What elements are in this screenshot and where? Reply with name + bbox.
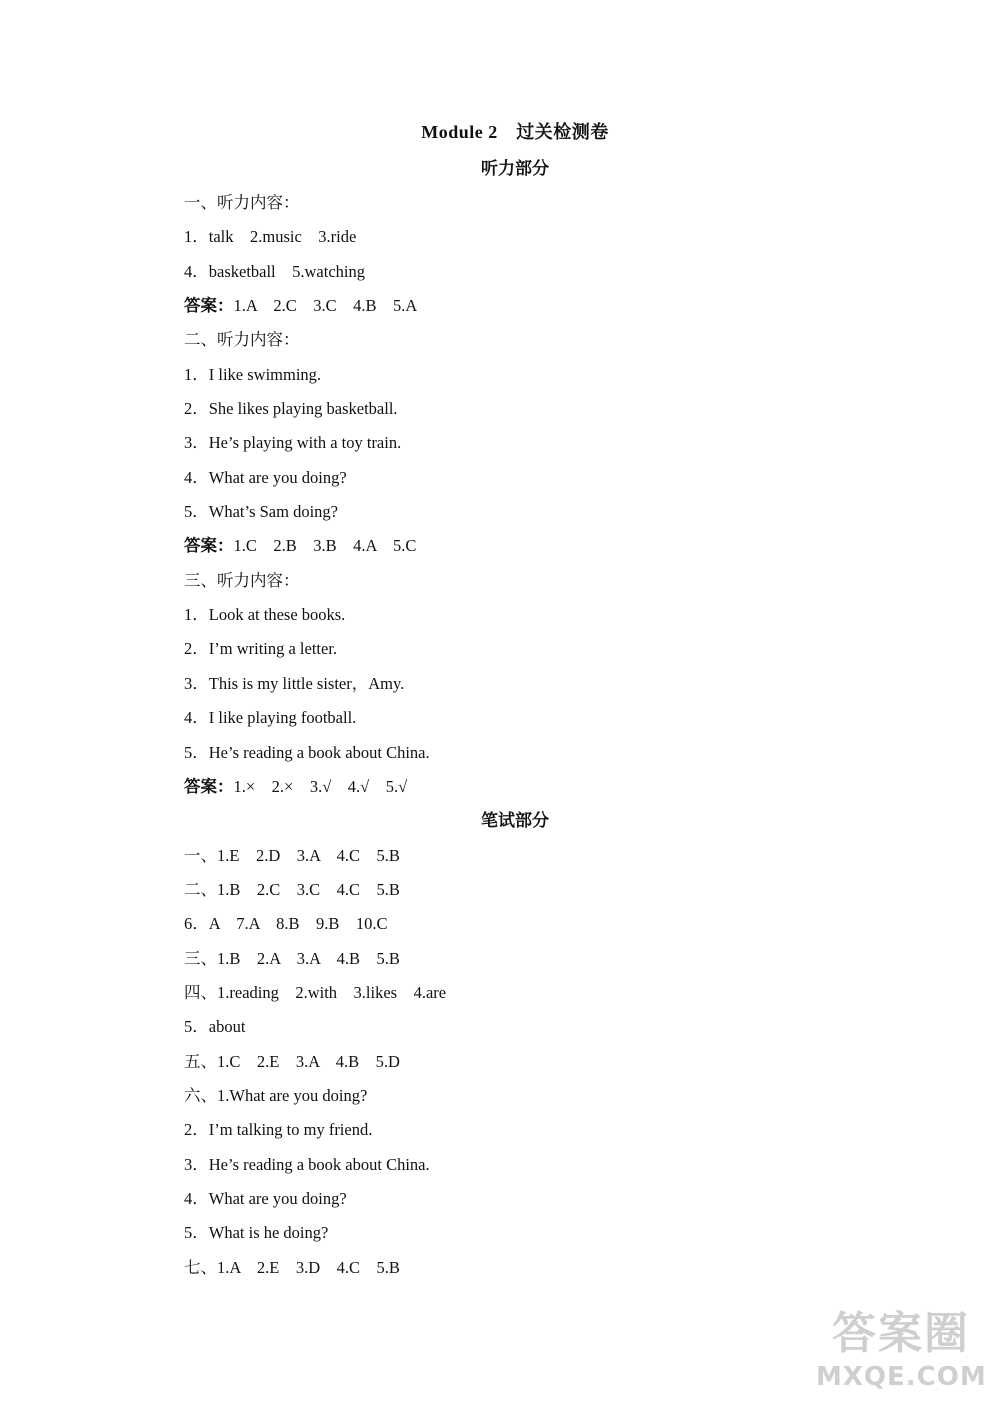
writing-text: 七、1.A 2.E 3.D 4.C 5.B	[184, 1257, 400, 1277]
listening-line	[184, 770, 884, 804]
writing-line	[184, 839, 884, 873]
listening-text: 1．talk 2.music 3.ride	[184, 227, 357, 247]
writing-text: 四、1.reading 2.with 3.likes 4.are	[184, 982, 447, 1002]
listening-line	[184, 495, 884, 529]
listening-section	[184, 186, 884, 804]
watermark-bottom-text: MXQE.COM	[816, 1362, 987, 1392]
writing-line	[184, 1251, 884, 1285]
listening-text: 5．What’s Sam doing?	[184, 502, 338, 522]
listening-text: 1.× 2.× 3.√ 4.√ 5.√	[233, 776, 408, 796]
listening-text: 5．He’s reading a book about China.	[184, 742, 430, 762]
writing-line	[184, 1079, 884, 1113]
listening-line	[184, 701, 884, 735]
writing-text: 三、1.B 2.A 3.A 4.B 5.B	[184, 948, 400, 968]
answer-label: 答案：	[184, 296, 234, 316]
writing-text: 六、1.What are you doing?	[184, 1085, 368, 1105]
answer-lines	[184, 186, 884, 1285]
writing-text: 二、1.B 2.C 3.C 4.C 5.B	[184, 879, 400, 899]
writing-line	[184, 1216, 884, 1250]
writing-line	[184, 1045, 884, 1079]
writing-heading: 笔试部分	[481, 811, 549, 831]
writing-text: 五、1.C 2.E 3.A 4.B 5.D	[184, 1051, 400, 1071]
writing-text: 5．What is he doing?	[184, 1223, 329, 1243]
listening-line	[184, 564, 884, 598]
listening-line	[184, 392, 884, 426]
listening-text: 3．This is my little sister，Amy.	[184, 673, 405, 693]
listening-text: 1．Look at these books.	[184, 605, 346, 625]
listening-text: 3．He’s playing with a toy train.	[184, 433, 402, 453]
answer-label: 答案：	[184, 776, 234, 796]
writing-text: 2．I’m talking to my friend.	[184, 1120, 373, 1140]
writing-line	[184, 976, 884, 1010]
listening-text: 4．I like playing football.	[184, 708, 357, 728]
writing-text: 3．He’s reading a book about China.	[184, 1154, 430, 1174]
listening-line	[184, 667, 884, 701]
listening-text: 2．She likes playing basketball.	[184, 399, 398, 419]
listening-line	[184, 323, 884, 357]
listening-text: 三、听力内容：	[184, 570, 300, 590]
writing-line	[184, 942, 884, 976]
listening-line	[184, 358, 884, 392]
listening-line	[184, 529, 884, 563]
writing-text: 4．What are you doing?	[184, 1188, 347, 1208]
watermark-top-text: 答案圈	[832, 1308, 970, 1359]
listening-text: 1.A 2.C 3.C 4.B 5.A	[233, 296, 418, 316]
page-title: Module 2 过关检测卷	[421, 122, 609, 142]
writing-line	[184, 1113, 884, 1147]
listening-line	[184, 289, 884, 323]
writing-line	[184, 1010, 884, 1044]
writing-text: 5．about	[184, 1017, 246, 1037]
listening-text: 4．What are you doing?	[184, 467, 347, 487]
writing-text: 6．A 7.A 8.B 9.B 10.C	[184, 914, 388, 934]
writing-text: 一、1.E 2.D 3.A 4.C 5.B	[184, 845, 400, 865]
listening-line	[184, 186, 884, 220]
listening-line	[184, 220, 884, 254]
listening-text: 二、听力内容：	[184, 330, 300, 350]
listening-text: 一、听力内容：	[184, 193, 300, 212]
writing-line	[184, 1182, 884, 1216]
writing-line	[184, 873, 884, 907]
listening-line	[184, 461, 884, 495]
listening-heading: 听力部分	[481, 159, 549, 178]
listening-line	[184, 426, 884, 460]
writing-line	[184, 1148, 884, 1182]
answer-label: 答案：	[184, 536, 234, 556]
listening-text: 1.C 2.B 3.B 4.A 5.C	[233, 536, 417, 556]
listening-line	[184, 598, 884, 632]
listening-line	[184, 255, 884, 289]
listening-line	[184, 736, 884, 770]
listening-text: 1．I like swimming.	[184, 364, 322, 384]
listening-text: 4．basketball 5.watching	[184, 261, 366, 281]
listening-text: 2．I’m writing a letter.	[184, 639, 338, 659]
watermark-logo	[816, 1306, 986, 1406]
listening-line	[184, 632, 884, 666]
writing-line	[184, 907, 884, 941]
writing-section	[184, 839, 884, 1285]
